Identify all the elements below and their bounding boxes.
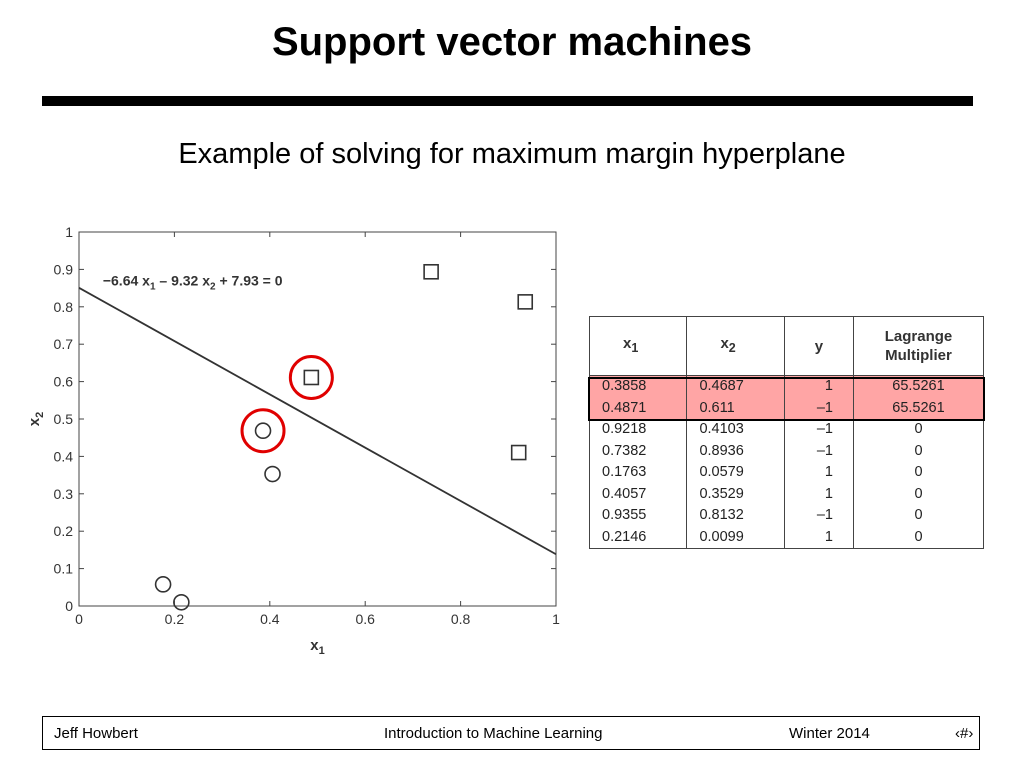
title-underline	[42, 96, 973, 106]
cell-x2: 0.4103	[687, 419, 784, 441]
cell-x1: 0.7382	[590, 441, 687, 463]
cell-x1: 0.9355	[590, 505, 687, 527]
square-point	[304, 370, 318, 384]
x-tick-label: 0.4	[260, 611, 280, 627]
cell-lm: 0	[853, 462, 983, 484]
table-row	[590, 376, 984, 398]
table-row	[590, 419, 984, 441]
y-tick-label: 0.1	[53, 560, 73, 577]
y-tick-label: 0.6	[53, 373, 73, 390]
cell-lm: 0	[853, 484, 983, 506]
y-tick-label: 0.3	[53, 485, 73, 502]
table-row	[590, 398, 984, 420]
cell-x2: 0.0099	[687, 527, 784, 549]
svm-scatter-chart	[20, 215, 580, 655]
circle-point	[265, 467, 280, 482]
cell-y: –1	[784, 441, 853, 463]
cell-x2: 0.611	[687, 398, 784, 420]
cell-x1: 0.2146	[590, 527, 687, 549]
x-axis-label: $x_1$	[310, 637, 325, 655]
x-tick-label: 0.6	[355, 611, 375, 627]
boundary-equation-label: −6.64 $x_1 - 9.32$ $x_2 + 7.93 = 0$	[102, 272, 283, 293]
cell-x1: 0.1763	[590, 462, 687, 484]
table-row	[590, 505, 984, 527]
table-header-row	[590, 317, 984, 376]
cell-x2: 0.4687	[687, 376, 784, 398]
table-row	[590, 527, 984, 549]
footer-date: Winter 2014	[789, 725, 870, 742]
header-y: y	[784, 317, 853, 376]
cell-lm: 0	[853, 527, 983, 549]
cell-y: 1	[784, 484, 853, 506]
y-tick-label: 0.7	[53, 336, 73, 353]
cell-y: 1	[784, 462, 853, 484]
y-tick-label: 0.8	[53, 298, 73, 315]
x-tick-label: 0.8	[450, 611, 471, 627]
y-tick-label: 0.9	[53, 261, 73, 278]
circle-point	[156, 577, 171, 592]
cell-x1: 0.4057	[590, 484, 687, 506]
cell-x2: 0.0579	[687, 462, 784, 484]
cell-y: –1	[784, 398, 853, 420]
slide-title: Support vector machines	[271, 20, 753, 64]
lagrange-table	[589, 316, 984, 549]
y-tick-label: 0.5	[53, 411, 73, 427]
cell-lm: 0	[853, 441, 983, 463]
header-x1: $x_1$	[590, 317, 687, 376]
cell-y: 1	[784, 376, 853, 398]
cell-x1: 0.3858	[590, 376, 687, 398]
cell-lm: 65.5261	[853, 376, 983, 398]
header-x2: $x_2$	[687, 317, 784, 376]
circle-point	[256, 423, 271, 438]
decision-boundary-line	[79, 288, 556, 554]
cell-lm: 0	[853, 505, 983, 527]
cell-x2: 0.8132	[687, 505, 784, 527]
y-tick-label: 0	[65, 598, 73, 614]
square-point	[518, 295, 532, 309]
footer-author: Jeff Howbert	[54, 725, 138, 742]
cell-x2: 0.8936	[687, 441, 784, 463]
table-row	[590, 484, 984, 506]
square-point	[512, 446, 526, 460]
header-lagrange-multiplier: Lagrange Multiplier	[853, 317, 983, 376]
cell-y: –1	[784, 419, 853, 441]
cell-y: 1	[784, 527, 853, 549]
y-tick-label: 0.2	[53, 523, 73, 540]
circle-point	[174, 595, 189, 610]
cell-x2: 0.3529	[687, 484, 784, 506]
slide-footer	[42, 716, 980, 750]
cell-x1: 0.9218	[590, 419, 687, 441]
support-vector-ring	[290, 356, 332, 398]
footer-course: Introduction to Machine Learning	[384, 725, 603, 742]
cell-x1: 0.4871	[590, 398, 687, 420]
x-tick-label: 0.2	[164, 611, 185, 627]
cell-lm: 65.5261	[853, 398, 983, 420]
x-tick-label: 0	[75, 611, 83, 627]
footer-page-number: ‹#›	[955, 725, 974, 742]
slide-subtitle: Example of solving for maximum margin hyperplane	[178, 138, 846, 170]
support-vector-ring	[242, 410, 284, 452]
cell-lm: 0	[853, 419, 983, 441]
y-axis-label: $x_2$	[26, 411, 46, 427]
y-tick-label: 1	[65, 224, 73, 240]
y-tick-label: 0.4	[53, 448, 73, 465]
table-row	[590, 462, 984, 484]
x-tick-label: 1	[552, 611, 560, 627]
table-row	[590, 441, 984, 463]
square-point	[424, 265, 438, 279]
cell-y: –1	[784, 505, 853, 527]
